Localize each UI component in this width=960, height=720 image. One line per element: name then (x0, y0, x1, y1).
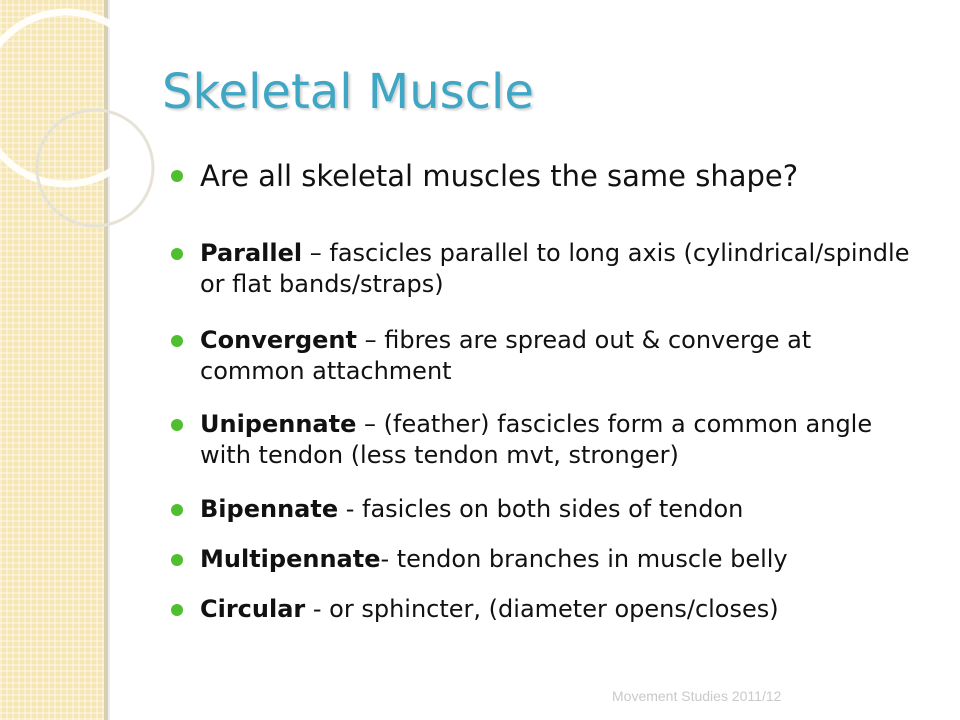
bullet-parallel (200, 238, 920, 300)
bullet-dot (171, 554, 183, 566)
bullet-text: – (feather) fascicles form a common angle with tendon (less tendon mvt, stronger) (200, 410, 873, 469)
bullet-unipennate (200, 409, 920, 471)
footer-text: Movement Studies 2011/12 (612, 688, 782, 704)
decorative-circle-small (37, 110, 153, 226)
bullet-multipennate (200, 544, 920, 575)
bullet-circular (200, 594, 920, 625)
bullet-text: – fascicles parallel to long axis (cylindrical/spindle or flat bands/straps) (200, 239, 910, 298)
bullet-text: - tendon branches in muscle belly (380, 545, 788, 573)
slide-title: Skeletal Muscle (162, 64, 534, 120)
bullet-dot (171, 504, 183, 516)
bullet-term: Convergent (200, 326, 357, 354)
bullet-dot (171, 248, 183, 260)
bullet-dot (171, 419, 183, 431)
decorative-circles (0, 0, 220, 260)
bullet-term: Bipennate (200, 495, 339, 523)
bullet-dot (171, 335, 183, 347)
bullet-term: Circular (200, 595, 306, 623)
bullet-dot (171, 604, 183, 616)
decorative-circle-large (0, 12, 152, 184)
bullet-term: Unipennate (200, 410, 357, 438)
bullet-text: - or sphincter, (diameter opens/closes) (305, 595, 779, 623)
bullet-text: – fibres are spread out & converge at common attachment (200, 326, 812, 385)
question-text: Are all skeletal muscles the same shape? (200, 159, 799, 193)
bullet-term: Multipennate (200, 545, 381, 573)
bullet-convergent (200, 325, 920, 387)
bullet-bipennate (200, 494, 920, 525)
bullet-dot (171, 170, 183, 182)
bullet-term: Parallel (200, 239, 303, 267)
bullet-question (200, 158, 920, 194)
bullet-text: - fasicles on both sides of tendon (338, 495, 744, 523)
